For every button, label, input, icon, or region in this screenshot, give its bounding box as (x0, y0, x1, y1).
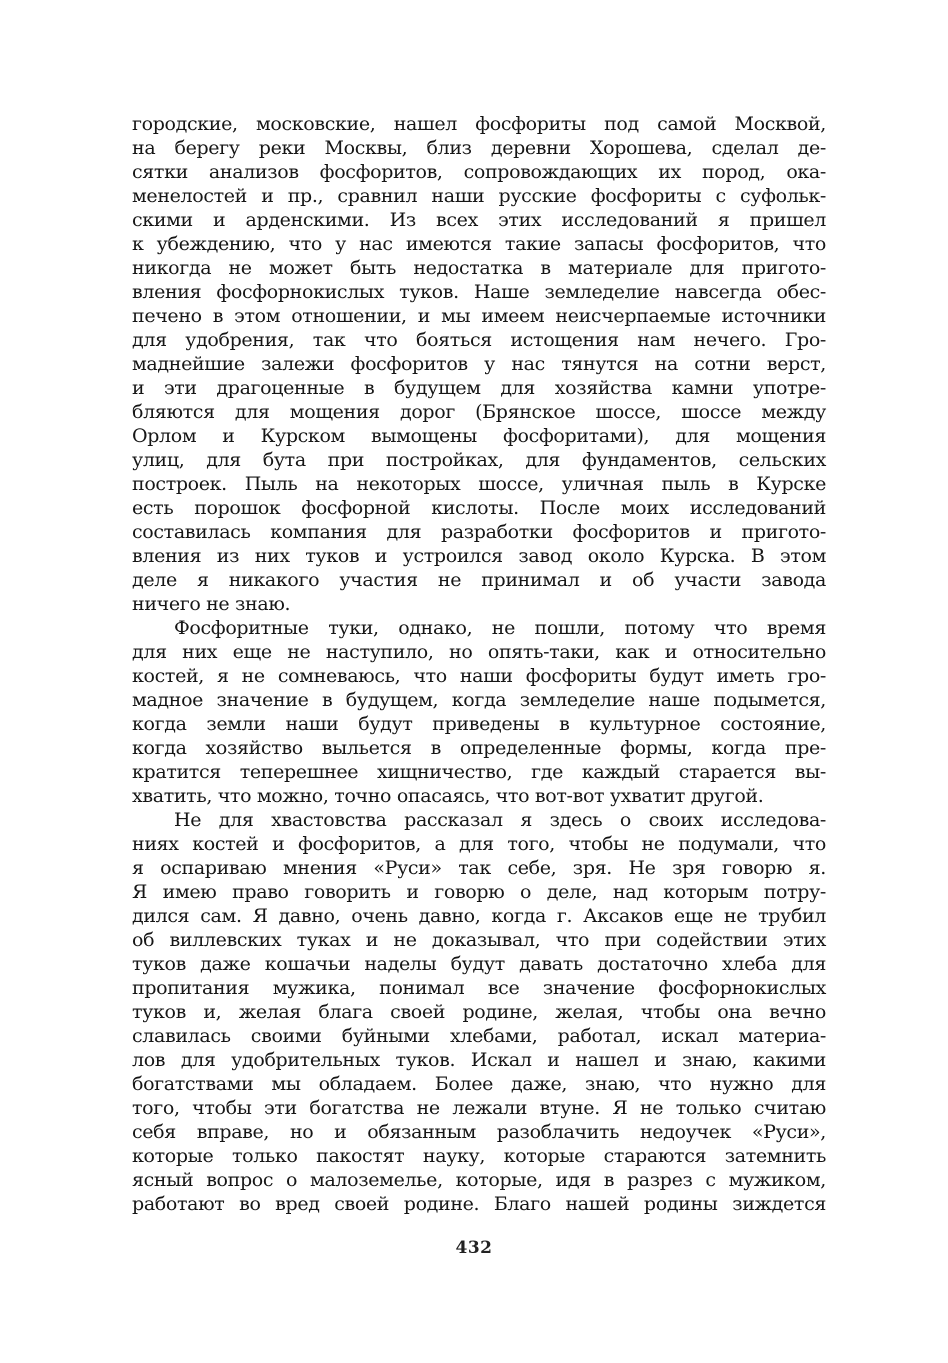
text-line: Не для хвастовства рассказал я здесь о своих исследова- (174, 809, 826, 831)
paragraph-1 (132, 112, 826, 616)
text-line: когда хозяйство выльется в определенные формы, когда пре- (132, 737, 826, 759)
text-line: хватить, что можно, точно опасаясь, что вот-вот ухватит другой. (132, 785, 764, 807)
text-line: богатствами мы обладаем. Более даже, знаю, что нужно для (132, 1073, 826, 1095)
text-line: я оспариваю мнения «Руси» так себе, зря. Не зря говорю я. (132, 857, 826, 879)
text-line: для них еще не наступило, но опять-таки, как и относительно (132, 641, 826, 663)
text-line: того, чтобы эти богатства не лежали втуне. Я не только считаю (132, 1097, 826, 1119)
text-line: себя вправе, но и обязанным разоблачить недоучек «Руси», (132, 1121, 826, 1143)
paragraph-2 (132, 616, 826, 808)
text-line: которые только пакостят науку, которые стараются затемнить (132, 1145, 826, 1167)
text-line: улиц, для бута при постройках, для фундаментов, сельских (132, 449, 826, 471)
text-line: Я имею право говорить и говорю о деле, над которым потру- (132, 881, 826, 903)
text-line: Фосфоритные туки, однако, не пошли, потому что время (174, 617, 826, 639)
text-line: бляются для мощения дорог (Брянское шоссе, шоссе между (132, 401, 826, 423)
text-line: когда земли наши будут приведены в культурное состояние, (132, 713, 826, 735)
text-line: есть порошок фосфорной кислоты. После моих исследований (132, 497, 826, 519)
text-line: на берегу реки Москвы, близ деревни Хорошева, сделал де- (132, 137, 826, 159)
paragraph-3 (132, 808, 826, 1216)
text-line: менелостей и пр., сравнил наши русские фосфориты с суфольк- (132, 185, 826, 207)
text-line: и эти драгоценные в будущем для хозяйства камни употре- (132, 377, 826, 399)
text-line: Орлом и Курском вымощены фосфоритами), для мощения (132, 425, 826, 447)
text-line: об виллевских туках и не доказывал, что при содействии этих (132, 929, 826, 951)
text-line: для удобрения, так что бояться истощения нам нечего. Гро- (132, 329, 826, 351)
text-line: туков даже кошачьи наделы будут давать достаточно хлеба для (132, 953, 826, 975)
text-line: ясный вопрос о малоземелье, которые, идя в разрез с мужиком, (132, 1169, 826, 1191)
text-line: построек. Пыль на некоторых шоссе, уличная пыль в Курске (132, 473, 826, 495)
text-line: кратится теперешнее хищничество, где каждый старается вы- (132, 761, 826, 783)
text-line: туков и, желая блага своей родине, желая, чтобы она вечно (132, 1001, 826, 1023)
text-line: дился сам. Я давно, очень давно, когда г. Аксаков еще не трубил (132, 905, 826, 927)
text-line: сятки анализов фосфоритов, сопровождающих их пород, ока- (132, 161, 826, 183)
page-number: 432 (455, 1238, 493, 1258)
text-line: костей, я не сомневаюсь, что наши фосфориты будут иметь гро- (132, 665, 826, 687)
text-line: к убеждению, что у нас имеются такие запасы фосфоритов, что (132, 233, 826, 255)
text-line: лов для удобрительных туков. Искал и нашел и знаю, какими (132, 1049, 826, 1071)
text-line: никогда не может быть недостатка в материале для пригото- (132, 257, 826, 279)
body-text (132, 112, 826, 1216)
text-line: пропитания мужика, понимал все значение фосфорнокислых (132, 977, 826, 999)
text-line: ничего не знаю. (132, 593, 291, 615)
text-line: скими и арденскими. Из всех этих исследований я пришел (132, 209, 826, 231)
text-line: вления из них туков и устроился завод около Курска. В этом (132, 545, 826, 567)
text-line: ниях костей и фосфоритов, а для того, чтобы не подумали, что (132, 833, 826, 855)
text-line: городские, московские, нашел фосфориты под самой Москвой, (132, 113, 826, 135)
text-line: работают во вред своей родине. Благо нашей родины зиждется (132, 1193, 826, 1215)
text-line: деле я никакого участия не принимал и об участи завода (132, 569, 826, 591)
text-line: вления фосфорнокислых туков. Наше земледелие навсегда обес- (132, 281, 826, 303)
text-line: мадное значение в будущем, когда земледелие наше подымется, (132, 689, 826, 711)
text-line: славилась своими буйными хлебами, работал, искал материа- (132, 1025, 826, 1047)
text-line: составилась компания для разработки фосфоритов и пригото- (132, 521, 826, 543)
text-line: маднейшие залежи фосфоритов у нас тянутся на сотни верст, (132, 353, 826, 375)
text-line: печено в этом отношении, и мы имеем неисчерпаемые источники (132, 305, 826, 327)
